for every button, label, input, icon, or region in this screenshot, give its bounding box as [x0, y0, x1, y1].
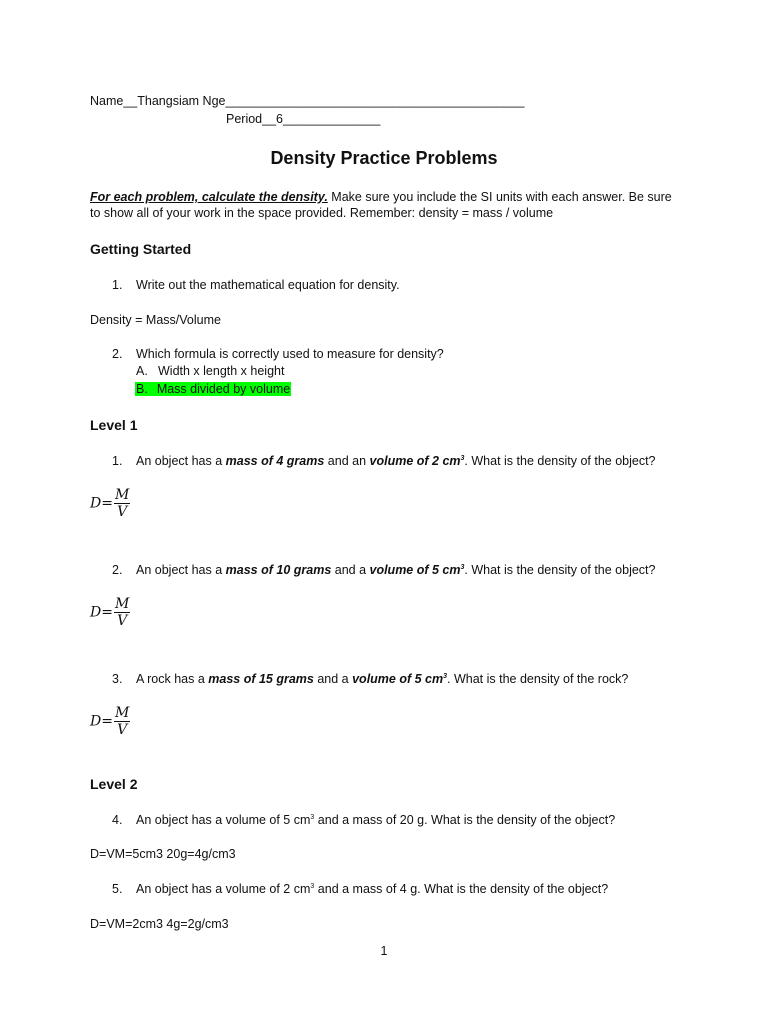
instructions-rest: Make sure you include the SI units with each answer. Be sure to show all of your work in the space provided. Remember: density = mass / volume	[90, 190, 672, 220]
question-number: 1.	[112, 278, 123, 292]
section-heading-level-1: Level 1	[90, 417, 138, 433]
question-text: An object has a volume of 2 $cm^3$ and a mass of 4 g. What is the density of the object?	[136, 882, 609, 896]
density-formula: D= $\frac{M}{V}$	[90, 487, 130, 520]
question-text: A rock has a mass of 15 grams and a volume of 5 $cm^3$. What is the density of the rock?	[136, 672, 629, 686]
density-formula: D= $\frac{M}{V}$	[90, 596, 130, 629]
name-line: Name__Thangsiam Nge___________________________________________	[90, 94, 525, 108]
question-number: 5.	[112, 882, 123, 896]
density-formula: D= $\frac{M}{V}$	[90, 705, 130, 738]
question-text: An object has a mass of 4 grams and an volume of 2 $cm^3$. What is the density of the object?	[136, 454, 656, 468]
section-heading-level-2: Level 2	[90, 776, 138, 792]
question-text: An object has a volume of 5 $cm^3$ and a mass of 20 g. What is the density of the object?	[136, 813, 616, 827]
question-number: 4.	[112, 813, 123, 827]
option-letter: B.	[136, 382, 148, 396]
question-number: 3.	[112, 672, 123, 686]
answer-text: D=VM=2cm3 4g=2g/cm3	[90, 917, 229, 931]
question-number: 1.	[112, 454, 123, 468]
question-text: An object has a mass of 10 grams and a volume of 5 $cm^3$. What is the density of the object?	[136, 563, 656, 577]
section-heading-getting-started: Getting Started	[90, 241, 192, 257]
question-text: Which formula is correctly used to measure for density?	[136, 347, 444, 361]
page-title: Density Practice Problems	[270, 148, 498, 168]
question-text: Write out the mathematical equation for density.	[136, 278, 400, 292]
option-text: Mass divided by volume	[156, 382, 291, 396]
highlighted-option	[135, 382, 291, 396]
answer-text: D=VM=5cm3 20g=4g/cm3	[90, 847, 236, 861]
option-text: Width x length x height	[158, 364, 285, 378]
option-letter: A.	[136, 364, 148, 378]
question-number: 2.	[112, 347, 123, 361]
page-number: 1	[380, 944, 388, 958]
instructions-lead: For each problem, calculate the density.	[90, 190, 328, 204]
period-line: Period__6______________	[226, 112, 381, 126]
answer-text: Density = Mass/Volume	[90, 313, 221, 327]
question-number: 2.	[112, 563, 123, 577]
instructions	[90, 189, 680, 221]
